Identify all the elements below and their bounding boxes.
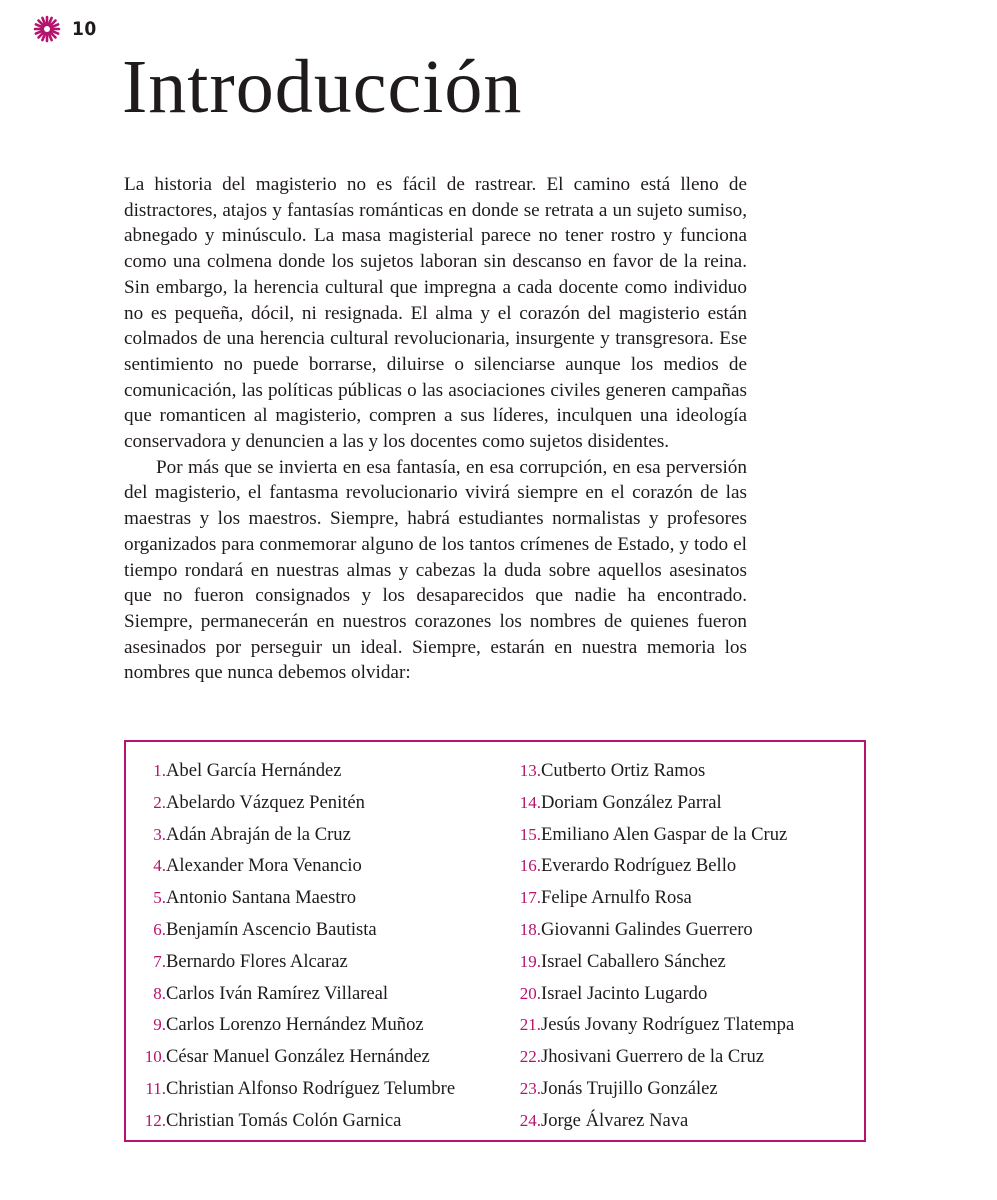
item-number: 20. <box>519 983 541 1003</box>
item-number: 11. <box>145 1078 166 1098</box>
person-name: Benjamín Ascencio Bautista <box>166 918 377 940</box>
item-number: 17. <box>519 888 541 908</box>
item-number: 4. <box>153 856 166 876</box>
paragraph-1: La historia del magisterio no es fácil de rastrear. El camino está lleno de distractores, atajos y fantasías románticas en donde se retrata a un sujeto sumiso, abnegado y minúsculo. La masa magisterial parece no tener rostro y funciona como una colmena donde los sujetos laboran sin descanso en favor de la reina. Sin embargo, la herencia cultural que impregna a cada docente como individuo no es pequeña, dócil, ni resignada. El alma y el corazón del magisterio están colmados de una herencia cultural revolucionaria, insurgente y transgresora. Ese sentimiento no puede borrarse, diluirse o silenciarse aunque los medios de comunicación, las políticas públicas o las asociaciones civiles generen campañas que romanticen al magisterio, compren a sus líderes, inculquen una ideología conservadora y denuncien a las y los docentes como sujetos disidentes. <box>124 174 747 453</box>
item-number: 23. <box>519 1078 541 1098</box>
person-name: Emiliano Alen Gaspar de la Cruz <box>541 823 788 845</box>
person-name: Israel Caballero Sánchez <box>541 950 726 972</box>
item-number: 5. <box>153 888 166 908</box>
name-list-item <box>126 824 496 856</box>
person-name: Carlos Iván Ramírez Villareal <box>166 982 389 1004</box>
person-name: Jhosivani Guerrero de la Cruz <box>541 1046 765 1068</box>
person-name: Christian Tomás Colón Garnica <box>166 1109 402 1131</box>
item-number: 16. <box>519 856 541 876</box>
page-title: Introducción <box>122 45 523 129</box>
name-list-item <box>126 792 496 824</box>
name-list-item <box>126 760 496 792</box>
person-name: Christian Alfonso Rodríguez Telumbre <box>166 1077 456 1099</box>
name-list-item <box>126 1078 496 1110</box>
body-text <box>124 172 747 686</box>
name-list-item <box>126 1014 496 1046</box>
item-number: 9. <box>153 1015 166 1035</box>
name-list-item <box>126 1046 496 1078</box>
person-name: Israel Jacinto Lugardo <box>541 982 708 1004</box>
item-number: 22. <box>519 1047 541 1067</box>
person-name: Adán Abraján de la Cruz <box>166 823 351 845</box>
paragraph-2: Por más que se invierta en esa fantasía, en esa corrupción, en esa perversión del magisterio, el fantasma revolucionario vivirá siempre en el corazón de las maestras y los maestros. Siempre, habrá estudiantes normalistas y profesores organizados para conmemorar alguno de los tantos crímenes de Estado, y todo el tiempo rondará en nuestras almas y cabezas la duda sobre aquellos asesinatos que no fueron consignados y los desaparecidos que nadie ha encontrado. Siempre, permanecerán en nuestros corazones los nombres de quienes fueron asesinados por perseguir un ideal. Siempre, estarán en nuestra memoria los nombres que nunca debemos olvidar: <box>124 456 747 684</box>
names-box <box>124 740 866 1142</box>
item-number: 6. <box>153 919 166 939</box>
name-list-item <box>501 983 861 1015</box>
names-list-left <box>126 760 496 1142</box>
item-number: 2. <box>153 792 166 812</box>
item-number: 1. <box>153 761 166 780</box>
name-list-item <box>126 887 496 919</box>
item-number: 10. <box>144 1047 166 1067</box>
name-list-item <box>501 1110 861 1142</box>
item-number: 13. <box>519 761 541 780</box>
person-name: Abelardo Vázquez Penitén <box>166 791 365 813</box>
item-number: 15. <box>519 824 541 844</box>
name-list-item <box>501 824 861 856</box>
item-number: 3. <box>153 824 166 844</box>
name-list-item <box>501 760 861 792</box>
asterisk-icon <box>32 14 62 44</box>
page-number: 10 <box>72 18 97 40</box>
name-list-item <box>126 1110 496 1142</box>
name-list-item <box>501 951 861 983</box>
item-number: 12. <box>144 1110 166 1130</box>
name-list-item <box>501 1046 861 1078</box>
item-number: 24. <box>519 1110 541 1130</box>
person-name: Giovanni Galindes Guerrero <box>541 918 753 940</box>
item-number: 8. <box>153 983 166 1003</box>
name-list-item <box>126 951 496 983</box>
person-name: Jorge Álvarez Nava <box>541 1109 689 1131</box>
name-list-item <box>501 1078 861 1110</box>
person-name: Felipe Arnulfo Rosa <box>541 887 692 909</box>
name-list-item <box>126 855 496 887</box>
names-list-right <box>501 760 861 1142</box>
person-name: Cutberto Ortiz Ramos <box>541 760 706 781</box>
name-list-item <box>126 919 496 951</box>
person-name: Bernardo Flores Alcaraz <box>166 950 348 972</box>
page-marker <box>32 14 97 44</box>
person-name: Carlos Lorenzo Hernández Muñoz <box>166 1014 424 1036</box>
person-name: Abel García Hernández <box>166 760 342 781</box>
person-name: Jonás Trujillo González <box>541 1077 718 1099</box>
name-list-item <box>501 919 861 951</box>
name-list-item <box>501 792 861 824</box>
item-number: 21. <box>519 1015 541 1035</box>
person-name: Doriam González Parral <box>541 791 722 813</box>
person-name: Antonio Santana Maestro <box>166 887 357 909</box>
item-number: 7. <box>153 951 166 971</box>
name-list-item <box>501 1014 861 1046</box>
item-number: 19. <box>519 951 541 971</box>
item-number: 18. <box>519 919 541 939</box>
person-name: Alexander Mora Venancio <box>166 855 362 877</box>
person-name: Jesús Jovany Rodríguez Tlatempa <box>541 1014 795 1036</box>
name-list-item <box>126 983 496 1015</box>
item-number: 14. <box>519 792 541 812</box>
person-name: César Manuel González Hernández <box>166 1046 430 1068</box>
name-list-item <box>501 887 861 919</box>
name-list-item <box>501 855 861 887</box>
person-name: Everardo Rodríguez Bello <box>541 855 737 877</box>
